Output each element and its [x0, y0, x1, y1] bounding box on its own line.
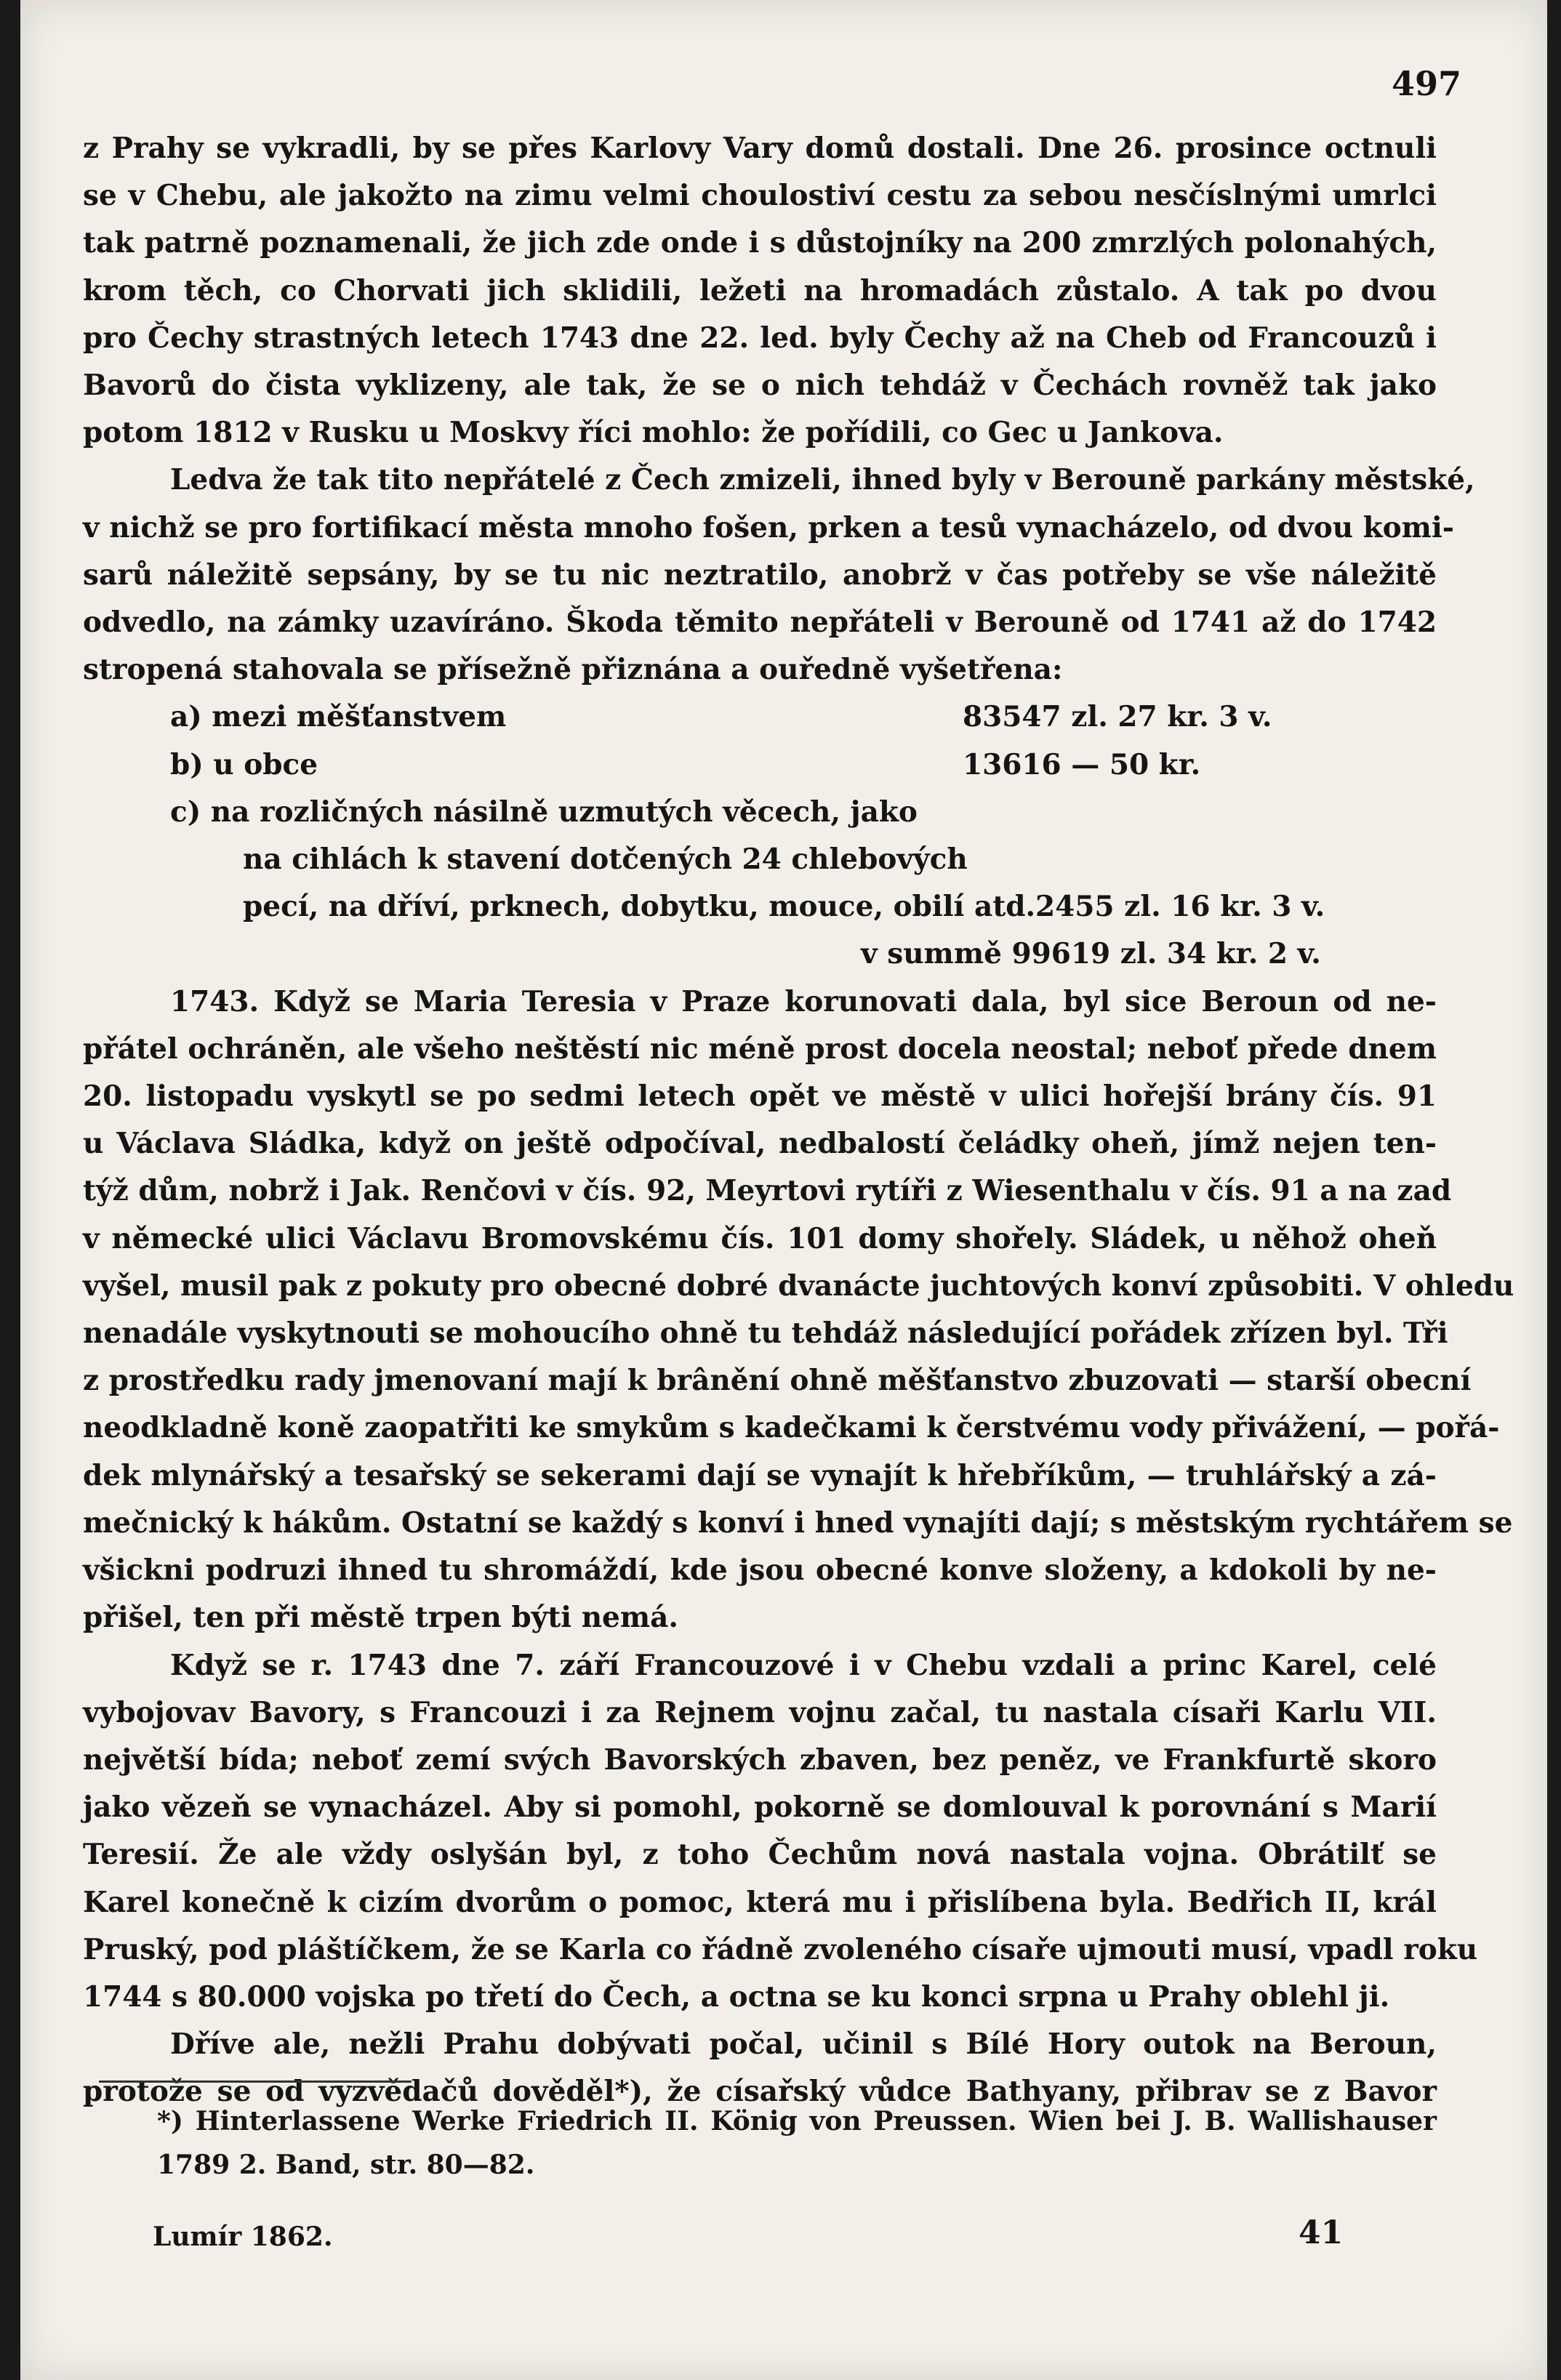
text-line: mečnický k hákům. Ostatní se každý s konví i hned vynajíti dají; s městským rychtářem se	[83, 1505, 1513, 1540]
text-line: 1743. Když se Maria Teresia v Praze korunovati dala, byl sice Beroun od ne-	[170, 984, 1437, 1018]
text-line: Bavorů do čista vyklizeny, ale tak, že se o nich tehdáž v Čechách rovněž tak jako	[83, 369, 1437, 403]
text-line: protože se od vyzvědačů dověděl*), že císařský vůdce Bathyany, přibrav se z Bavor	[83, 2075, 1437, 2109]
footnote-line: 1789 2. Band, str. 80—82.	[157, 2150, 535, 2180]
damages-label: c) na rozličných násilně uzmutých věcech, jako	[170, 795, 918, 829]
damages-row-c3	[83, 883, 1437, 930]
paragraph-1	[83, 125, 1437, 457]
damages-row-c2	[83, 836, 1437, 883]
text-line: největší bída; neboť zemí svých Bavorských zbaven, bez peněz, ve Frankfurtě skoro	[83, 1742, 1437, 1777]
damages-row-a	[83, 694, 1437, 741]
text-line: krom těch, co Chorvati jich sklidili, ležeti na hromadách zůstalo. A tak po dvou	[83, 273, 1437, 307]
paragraph-3	[83, 978, 1514, 1642]
text-line: 20. listopadu vyskytl se po sedmi letech opět ve městě v ulici hořejší brány čís. 91	[83, 1080, 1437, 1114]
paragraph-4	[83, 1642, 1478, 2022]
text-line: Ledva že tak tito nepřátelé z Čech zmizeli, ihned byly v Berouně parkány městské,	[170, 463, 1475, 497]
text-line: Dříve ale, nežli Prahu dobývati počal, učinil s Bílé Hory outok na Beroun,	[170, 2027, 1437, 2062]
footnote	[157, 2099, 1437, 2187]
text-line: stropená stahovala se přísežně přiznána a ouředně vyšetřena:	[83, 653, 1063, 687]
page-number: 497	[1391, 64, 1461, 103]
text-line: sarů náležitě sepsány, by se tu nic neztratilo, anobrž v čas potřeby se vše náležitě	[83, 558, 1437, 592]
text-line: dek mlynářský a tesařský se sekerami dají se vynajít k hřebříkům, — truhlářský a zá-	[83, 1458, 1437, 1492]
text-line: všickni podruzi ihned tu shromáždí, kde jsou obecné konve složeny, a kdokoli by ne-	[83, 1553, 1437, 1588]
damages-amount: 2455 zl. 16 kr. 3 v.	[1035, 890, 1325, 924]
page-body	[83, 125, 1514, 2116]
text-line: potom 1812 v Rusku u Moskvy říci mohlo: že pořídili, co Gec u Jankova.	[83, 416, 1224, 450]
text-line: přišel, ten při městě trpen býti nemá.	[83, 1601, 678, 1635]
text-line: Když se r. 1743 dne 7. září Francouzové i v Chebu vzdali a princ Karel, celé	[170, 1648, 1437, 1682]
damages-row-b	[83, 741, 1437, 789]
damages-label: b) u obce	[170, 747, 318, 781]
damages-label: pecí, na dříví, prknech, dobytku, mouce, obilí atd.	[243, 890, 1036, 924]
paragraph-2	[83, 457, 1475, 694]
damages-amount: 83547 zl. 27 kr. 3 v.	[963, 700, 1272, 734]
damages-table	[83, 694, 1437, 978]
damages-amount: 13616 — 50 kr.	[963, 747, 1201, 781]
text-line: v nichž se pro fortifikací města mnoho fošen, prken a tesů vynacházelo, od dvou komi-	[83, 510, 1454, 544]
damages-row-c	[83, 789, 1437, 836]
text-line: u Václava Sládka, když on ještě odpočíval, nedbalostí čeládky oheň, jímž nejen ten-	[83, 1127, 1437, 1161]
text-line: jako vězeň se vynacházel. Aby si pomohl, pokorně se domlouval k porovnání s Marií	[83, 1790, 1437, 1825]
text-line: neodkladně koně zaopatřiti ke smykům s kadečkami k čerstvému vody přivážení, — pořá-	[83, 1411, 1500, 1445]
text-line: týž dům, nobrž i Jak. Renčovi v čís. 92, Meyrtovi rytíři z Wiesenthalu v čís. 91 a na zad	[83, 1174, 1452, 1208]
signature-mark: Lumír 1862.	[153, 2222, 333, 2252]
damages-total	[83, 930, 1437, 978]
text-line: se v Chebu, ale jakožto na zimu velmi choulostiví cestu za sebou nesčíslnými umrlci	[83, 179, 1437, 213]
text-line: Pruský, pod pláštíčkem, že se Karla co řádně zvoleného císaře ujmouti musí, vpadl roku	[83, 1932, 1478, 1966]
damages-total-amount: v summě 99619 zl. 34 kr. 2 v.	[861, 937, 1321, 971]
text-line: tak patrně poznamenali, že jich zde onde i s důstojníky na 200 zmrzlých polonahých,	[83, 226, 1437, 260]
text-line: 1744 s 80.000 vojska po třetí do Čech, a octna se ku konci srpna u Prahy oblehl ji.	[83, 1979, 1390, 2014]
damages-label: na cihlách k stavení dotčených 24 chlebových	[243, 843, 968, 877]
page	[20, 0, 1547, 2380]
text-line: vybojovav Bavory, s Francouzi i za Rejnem vojnu začal, tu nastala císaři Karlu VII.	[83, 1695, 1437, 1729]
text-line: přátel ochráněn, ale všeho neštěstí nic méně prost docela neostal; neboť přede dnem	[83, 1032, 1437, 1066]
text-line: Teresií. Že ale vždy oslyšán byl, z toho Čechům nová nastala vojna. Obrátilť se	[83, 1838, 1437, 1872]
text-line: Karel konečně k cizím dvorům o pomoc, která mu i přislíbena byla. Bedřich II, král	[83, 1885, 1437, 1919]
footnote-line: *) Hinterlassene Werke Friedrich II. König von Preussen. Wien bei J. B. Wallishauser	[157, 2106, 1437, 2136]
text-line: z prostředku rady jmenovaní mají k brânění ohně měšťanstvo zbuzovati — starší obecní	[83, 1364, 1472, 1398]
text-line: vyšel, musil pak z pokuty pro obecné dobré dvanácte juchtových konví způsobiti. V ohledu	[83, 1269, 1514, 1303]
text-line: pro Čechy strastných letech 1743 dne 22. led. byly Čechy až na Cheb od Francouzů i	[83, 321, 1437, 355]
text-line: odvedlo, na zámky uzavíráno. Škoda těmito nepřáteli v Berouně od 1741 až do 1742	[83, 606, 1437, 640]
text-line: nenadále vyskytnouti se mohoucího ohně tu tehdáž následující pořádek zřízen byl. Tři	[83, 1316, 1448, 1351]
sheet-number: 41	[1299, 2214, 1344, 2251]
text-line: v německé ulici Václavu Bromovskému čís. 101 domy shořely. Sládek, u něhož oheň	[83, 1221, 1437, 1255]
damages-label: a) mezi měšťanstvem	[170, 700, 507, 734]
text-line: z Prahy se vykradli, by se přes Karlovy Vary domů dostali. Dne 26. prosince octnuli	[83, 132, 1437, 165]
footnote-divider	[99, 2081, 412, 2083]
